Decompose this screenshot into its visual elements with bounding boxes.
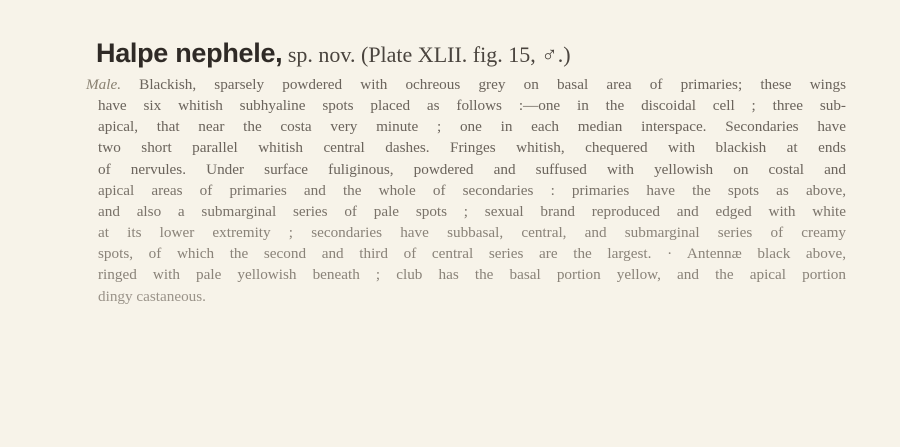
- description-line-7: and also a submarginal series of pale spots ; sexual brand reproduced and edged with white: [98, 202, 846, 220]
- description-line-2: have six whitish subhyaline spots placed as follows :—one in the discoidal cell ; three sub-: [98, 97, 846, 115]
- description-line-1-text: Blackish, sparsely powdered with ochreous grey on basal area of primaries; these wings: [121, 76, 846, 93]
- description-line-1: [86, 74, 846, 95]
- sex-label: Male.: [86, 76, 122, 93]
- description-line-4: two short parallel whitish central dashes. Fringes whitish, chequered with blackish at ends: [98, 139, 846, 157]
- species-heading: [96, 38, 876, 73]
- species-description: [86, 74, 846, 307]
- description-line-6: apical areas of primaries and the whole of secondaries : primaries have the spots as above,: [98, 181, 846, 199]
- description-line-9: spots, of which the second and third of central series are the largest. · Antennæ black above,: [98, 245, 846, 263]
- species-name: Halpe nephele,: [96, 38, 283, 68]
- description-line-11: dingy castaneous.: [98, 287, 206, 305]
- description-line-10: ringed with pale yellowish beneath ; club has the basal portion yellow, and the apical portion: [98, 266, 846, 284]
- description-line-8: at its lower extremity ; secondaries have subbasal, central, and submarginal series of creamy: [98, 224, 846, 242]
- description-line-3: apical, that near the costa very minute ; one in each median interspace. Secondaries have: [98, 118, 846, 136]
- species-status-and-plate: sp. nov. (Plate XLII. fig. 15, ♂.): [282, 42, 571, 67]
- description-line-5: of nervules. Under surface fuliginous, powdered and suffused with yellowish on costal and: [98, 160, 846, 178]
